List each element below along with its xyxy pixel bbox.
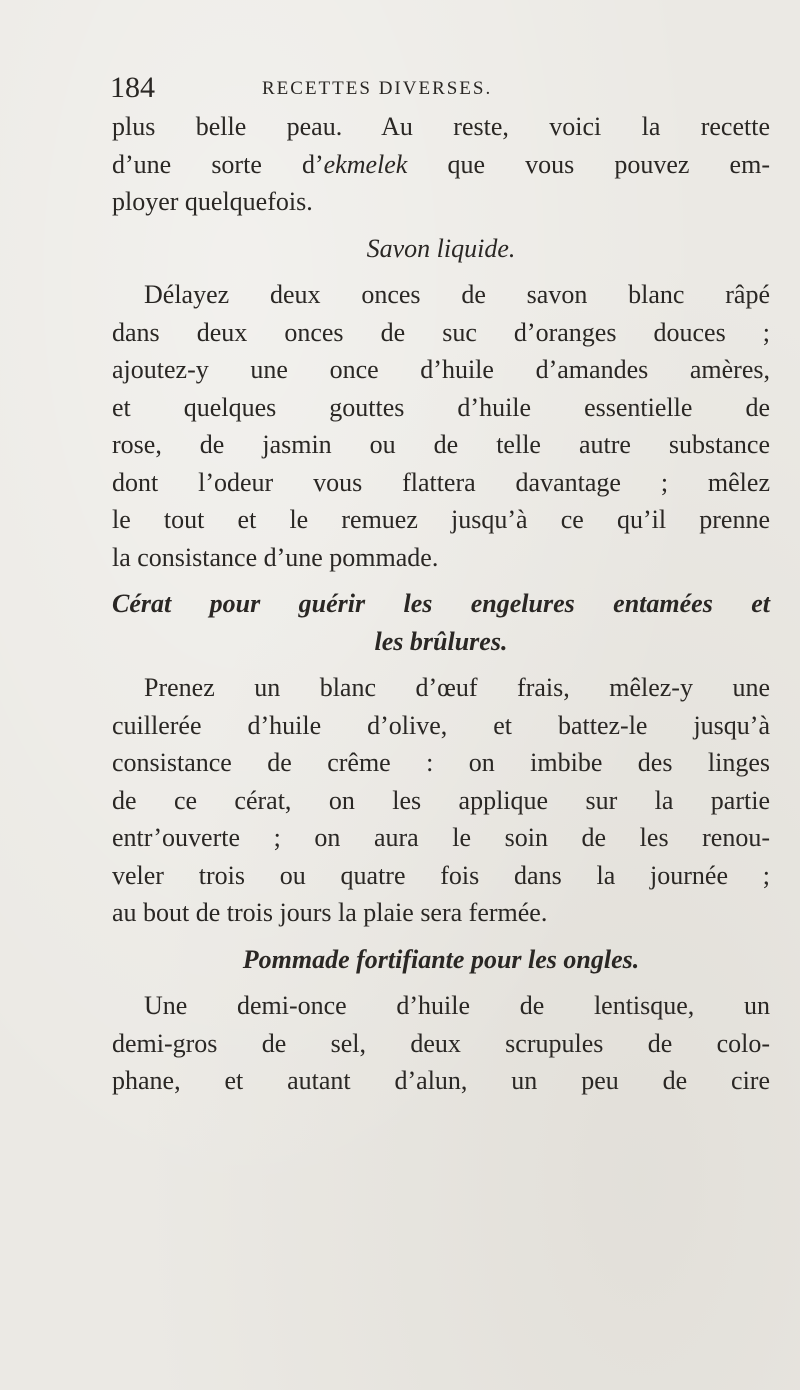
intro-paragraph: [112, 108, 770, 221]
text-line: dans deux onces de suc d’oranges douces ;: [112, 317, 770, 347]
text-line: demi-gros de sel, deux scrupules de colo-: [112, 1028, 770, 1058]
text-line: ployer quelquefois.: [112, 187, 313, 216]
text-line: au bout de trois jours la plaie sera fermée.: [112, 898, 548, 927]
text-line: veler trois ou quatre fois dans la journée ;: [112, 860, 770, 890]
text-line: dont l’odeur vous flattera davantage ; mêlez: [112, 467, 770, 497]
text-line: Prenez un blanc d’œuf frais, mêlez-y une: [144, 673, 770, 702]
section-heading-savon: Savon liquide.: [366, 233, 516, 263]
heading-line: Cérat pour guérir les engelures entamées et: [112, 589, 770, 618]
body-text: [112, 108, 770, 1100]
text-line: la consistance d’une pommade.: [112, 542, 439, 572]
paragraph-pommade: [112, 987, 770, 1100]
text-line: entr’ouverte ; on aura le soin de les renou-: [112, 823, 770, 852]
text-line: consistance de crême : on imbibe des linges: [112, 748, 770, 777]
page-number: 184: [110, 71, 155, 104]
text-line: cuillerée d’huile d’olive, et battez-le jusqu’à: [112, 710, 770, 740]
heading-line: les brûlures.: [374, 626, 508, 656]
text-line: phane, et autant d’alun, un peu de cire: [112, 1066, 770, 1095]
paragraph-savon: [112, 276, 770, 576]
text-line: le tout et le remuez jusqu’à ce qu’il prenne: [112, 505, 770, 534]
text-line: d’une sorte d’ekmelek que vous pouvez em-: [112, 149, 770, 179]
text-line: Délayez deux onces de savon blanc râpé: [144, 280, 770, 309]
section-heading-cerat: [112, 585, 770, 660]
text-line: ajoutez-y une once d’huile d’amandes amères,: [112, 355, 770, 384]
section-heading-pommade: Pommade fortifiante pour les ongles.: [242, 944, 640, 974]
italic-term: ekmelek: [323, 149, 408, 179]
text-line: de ce cérat, on les applique sur la partie: [112, 785, 770, 815]
text-line: et quelques gouttes d’huile essentielle de: [112, 392, 770, 422]
text-line: rose, de jasmin ou de telle autre substance: [112, 430, 770, 459]
text-line: Une demi-once d’huile de lentisque, un: [144, 991, 770, 1020]
text-line: plus belle peau. Au reste, voici la recette: [112, 112, 770, 141]
running-head: RECETTES DIVERSES.: [262, 78, 493, 99]
paragraph-cerat: [112, 669, 770, 932]
page-header: [110, 68, 710, 108]
